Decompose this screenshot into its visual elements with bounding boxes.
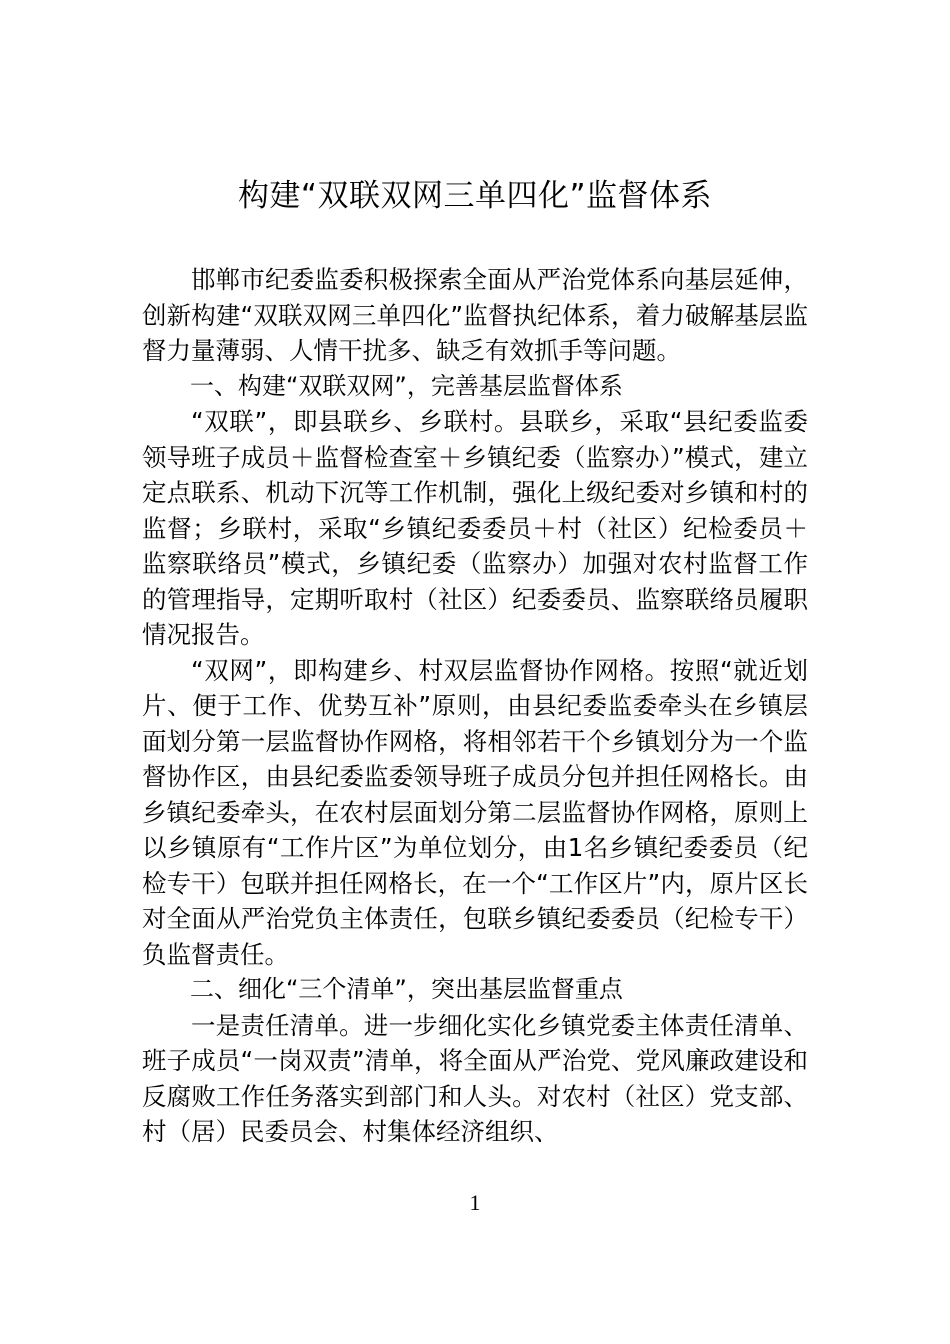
page-number: 1 xyxy=(469,1190,481,1215)
section-heading-1: 一、构建“双联双网”，完善基层监督体系 xyxy=(190,371,623,400)
paragraph-shuanglian: “双联”，即县联乡、乡联村。县联乡，采取“县纪委监委领导班子成员＋监督检查室＋乡镇纪委（监察办）”模式，建立定点联系、机动下沉等工作机制，强化上级纪委对乡镇和村的监督；乡联村，采取“乡镇纪委委员＋村（社区）纪检委员＋监察联络员”模式，乡镇纪委（监察办）加强对农村监督工作的管理指导，定期听取村（社区）纪委委员、监察联络员履职情况报告。 xyxy=(142,407,808,649)
paragraph-intro: 邯郸市纪委监委积极探索全面从严治党体系向基层延伸，创新构建“双联双网三单四化”监督执纪体系，着力破解基层监督力量薄弱、人情干扰多、缺乏有效抓手等问题。 xyxy=(142,265,808,365)
document-body xyxy=(142,262,808,1150)
paragraph-responsibility-list: 一是责任清单。进一步细化实化乡镇党委主体责任清单、班子成员“一岗双责”清单，将全面从严治党、党风廉政建设和反腐败工作任务落实到部门和人头。对农村（社区）党支部、村（居）民委员会、村集体经济组织、 xyxy=(142,1010,808,1146)
paragraph-shuangwang: “双网”，即构建乡、村双层监督协作网格。按照“就近划片、便于工作、优势互补”原则，由县纪委监委牵头在乡镇层面划分第一层监督协作网格，将相邻若干个乡镇划分为一个监督协作区，由县纪委监委领导班子成员分包并担任网格长。由乡镇纪委牵头，在农村层面划分第二层监督协作网格，原则上以乡镇原有“工作片区”为单位划分，由1名乡镇纪委委员（纪检专干）包联并担任网格长，在一个“工作区片”内，原片区长对全面从严治党负主体责任，包联乡镇纪委委员（纪检专干）负监督责任。 xyxy=(142,655,808,969)
document-title: 构建“双联双网三单四化”监督体系 xyxy=(237,178,713,214)
section-heading-2: 二、细化“三个清单”，突出基层监督重点 xyxy=(190,975,623,1003)
